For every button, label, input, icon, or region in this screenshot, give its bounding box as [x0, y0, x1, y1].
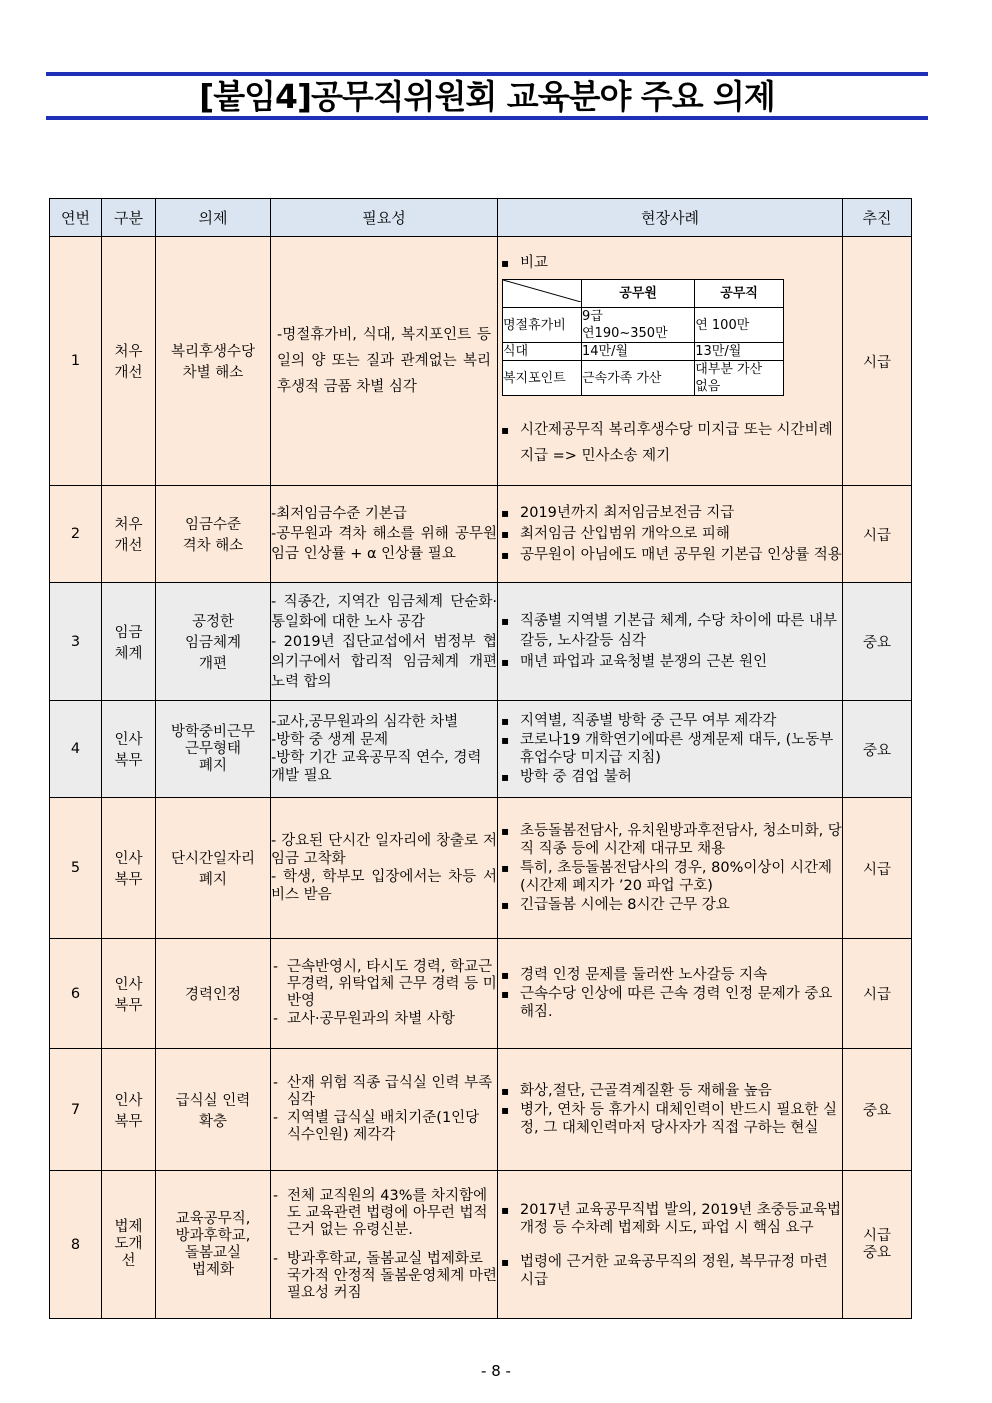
comparison-table — [502, 279, 784, 396]
row-push: 시급 — [843, 486, 912, 583]
row-category: 인사 복무 — [102, 1049, 156, 1171]
case-bullet: ▪ 법령에 근거한 교육공무직의 정원, 복무규정 마련 시급 — [498, 1253, 842, 1289]
agenda-table — [49, 198, 912, 1319]
row-category: 인사 복무 — [102, 798, 156, 939]
row-topic: 교육공무직, 방과후학교, 돌봄교실 법제화 — [156, 1171, 271, 1319]
row-topic: 단시간일자리 폐지 — [156, 798, 271, 939]
case-bullet: ▪ 매년 파업과 교육청별 분쟁의 근본 원인 — [498, 652, 842, 672]
diagonal-line — [503, 280, 581, 302]
row-cases — [498, 1171, 843, 1319]
row-no: 7 — [50, 1049, 102, 1171]
row-topic: 공정한 임금체계 개편 — [156, 583, 271, 701]
case-bullet: ▪ 긴급돌봄 시에는 8시간 근무 강요 — [498, 896, 842, 914]
row-necessity — [271, 939, 498, 1049]
row-cases — [498, 939, 843, 1049]
necessity-item: - 방과후학교, 돌봄교실 법제화로 국가적 안정적 돌봄운영체계 마련 필요성 커짐 — [271, 1251, 497, 1302]
case-bullet: ▪ 화상,절단, 근골격계질환 등 재해율 높음 — [498, 1082, 842, 1100]
table-row — [50, 939, 912, 1049]
case-bullet: ▪ 지역별, 직종별 방학 중 근무 여부 제각각 — [498, 712, 842, 730]
row-push: 중요 — [843, 701, 912, 798]
row-no: 6 — [50, 939, 102, 1049]
row-push: 시급 — [843, 237, 912, 486]
case-bullet: ▪ 경력 인정 문제를 둘러싼 노사갈등 지속 — [498, 966, 842, 984]
title-rule-bottom — [46, 116, 928, 120]
case-bullet: ▪ 방학 중 겸업 불허 — [498, 768, 842, 786]
row-category: 인사 복무 — [102, 939, 156, 1049]
row-necessity — [271, 1049, 498, 1171]
row-topic: 임금수준 격차 해소 — [156, 486, 271, 583]
comparison-col-official: 공무원 — [582, 280, 695, 308]
case-bullet: ▪ 공무원이 아님에도 매년 공무원 기본급 인상률 적용 — [498, 545, 842, 565]
row-necessity: -교사,공무원과의 심각한 차별 -방학 중 생계 문제 -방학 기간 교육공무직 연수, 경력 개발 필요 — [271, 701, 498, 798]
header-category: 구분 — [102, 199, 156, 237]
table-row — [50, 1171, 912, 1319]
row-necessity: - 강요된 단시간 일자리에 창출로 저임금 고착화 - 학생, 학부모 입장에서는 차등 서비스 받음 — [271, 798, 498, 939]
table-header-row — [50, 199, 912, 237]
case-bullet: ▪ 초등돌봄전담사, 유치원방과후전담사, 청소미화, 당직 직종 등에 시간제 대규모 채용 — [498, 822, 842, 858]
table-row — [50, 486, 912, 583]
row-no: 8 — [50, 1171, 102, 1319]
case-bullet: ▪ 2017년 교육공무직법 발의, 2019년 초중등교육법 개정 등 수차례 법제화 시도, 파업 시 핵심 요구 — [498, 1201, 842, 1237]
case-bullet: ▪ 근속수당 인상에 따른 근속 경력 인정 문제가 중요해짐. — [498, 985, 842, 1021]
row-necessity: -최저임금수준 기본급 -공무원과 격차 해소를 위해 공무원 임금 인상률 + α 인상률 필요 — [271, 486, 498, 583]
row-cases — [498, 701, 843, 798]
row-push: 시급 — [843, 939, 912, 1049]
comparison-value-b: 13만/월 — [695, 343, 784, 361]
row-push: 시급 — [843, 798, 912, 939]
comparison-label: 복지포인트 — [503, 361, 582, 396]
row-category: 법제 도개 선 — [102, 1171, 156, 1319]
row-topic: 급식실 인력 확충 — [156, 1049, 271, 1171]
necessity-item: - 근속반영시, 타시도 경력, 학교근무경력, 위탁업체 근무 경력 등 미 반영 — [271, 959, 497, 1010]
row-no: 5 — [50, 798, 102, 939]
row-cases — [498, 798, 843, 939]
table-row — [50, 583, 912, 701]
comparison-value-a: 14만/월 — [582, 343, 695, 361]
header-field-cases: 현장사례 — [498, 199, 843, 237]
comparison-label: 식대 — [503, 343, 582, 361]
case-bullet: ▪ 병가, 연차 등 휴가시 대체인력이 반드시 필요한 실정, 그 대체인력마저 당사자가 직접 구하는 현실 — [498, 1101, 842, 1137]
case-bullet: ▪ 직종별 지역별 기본급 체계, 수당 차이에 따른 내부 갈등, 노사갈등 심각 — [498, 611, 842, 651]
header-no: 연번 — [50, 199, 102, 237]
header-topic: 의제 — [156, 199, 271, 237]
comparison-value-a: 근속가족 가산 — [582, 361, 695, 396]
row-no: 2 — [50, 486, 102, 583]
case-bullet: ▪ 최저임금 산입범위 개악으로 피해 — [498, 524, 842, 544]
row-push: 시급 중요 — [843, 1171, 912, 1319]
comparison-value-b: 대부분 가산 없음 — [695, 361, 784, 396]
table-row — [50, 1049, 912, 1171]
case-bullet: ▪ 특히, 초등돌봄전담사의 경우, 80%이상이 시간제(시간제 폐지가 ’20 파업 구호) — [498, 859, 842, 895]
comparison-value-b: 연 100만 — [695, 308, 784, 343]
row-push: 중요 — [843, 1049, 912, 1171]
case-bullet: ▪ 비교 — [498, 253, 842, 273]
case-bullet: ▪ 코로나19 개학연기에따른 생계문제 대두, (노동부 휴업수당 미지급 지침) — [498, 731, 842, 767]
comparison-col-worker: 공무직 — [695, 280, 784, 308]
comparison-value-a: 9급 연190~350만 — [582, 308, 695, 343]
necessity-item: - 교사·공무원과의 차별 사항 — [271, 1011, 497, 1028]
case-bullet: ▪ 2019년까지 최저임금보전금 지급 — [498, 503, 842, 523]
row-topic: 방학중비근무 근무형태 폐지 — [156, 701, 271, 798]
page-title: [붙임4]공무직위원회 교육분야 주요 의제 — [199, 77, 775, 116]
page-number: - 8 - — [481, 1362, 511, 1380]
row-cases — [498, 583, 843, 701]
case-bullet: ▪ 시간제공무직 복리후생수당 미지급 또는 시간비례 지급 => 민사소송 제기 — [498, 417, 842, 469]
row-necessity: - 직종간, 지역간 임금체계 단순화·통일화에 대한 노사 공감 - 2019년 집단교섭에서 범정부 협의기구에서 합리적 임금체계 개편 노력 합의 — [271, 583, 498, 701]
row-category: 처우 개선 — [102, 486, 156, 583]
row-no: 1 — [50, 237, 102, 486]
header-necessity: 필요성 — [271, 199, 498, 237]
necessity-item: - 산재 위험 직종 급식실 인력 부족 심각 — [271, 1075, 497, 1109]
title-rule-top — [46, 72, 928, 76]
row-topic: 경력인정 — [156, 939, 271, 1049]
header-push: 추진 — [843, 199, 912, 237]
row-necessity — [271, 1171, 498, 1319]
comparison-label: 명절휴가비 — [503, 308, 582, 343]
table-row — [50, 701, 912, 798]
row-cases — [498, 1049, 843, 1171]
row-push: 중요 — [843, 583, 912, 701]
row-category: 임금 체계 — [102, 583, 156, 701]
necessity-item: - 전체 교직원의 43%를 차지함에도 교육관련 법령에 아무런 법적 근거 없는 유령신분. — [271, 1188, 497, 1239]
comparison-corner — [503, 280, 582, 308]
row-category: 처우 개선 — [102, 237, 156, 486]
row-category: 인사 복무 — [102, 701, 156, 798]
necessity-item: - 지역별 급식실 배치기준(1인당 식수인원) 제각각 — [271, 1110, 497, 1144]
table-row — [50, 237, 912, 486]
table-row — [50, 798, 912, 939]
row-no: 3 — [50, 583, 102, 701]
row-cases — [498, 237, 843, 486]
row-topic: 복리후생수당 차별 해소 — [156, 237, 271, 486]
row-necessity: -명절휴가비, 식대, 복지포인트 등 일의 양 또는 질과 관계없는 복리후생적 금품 차별 심각 — [271, 237, 498, 486]
row-cases — [498, 486, 843, 583]
row-no: 4 — [50, 701, 102, 798]
